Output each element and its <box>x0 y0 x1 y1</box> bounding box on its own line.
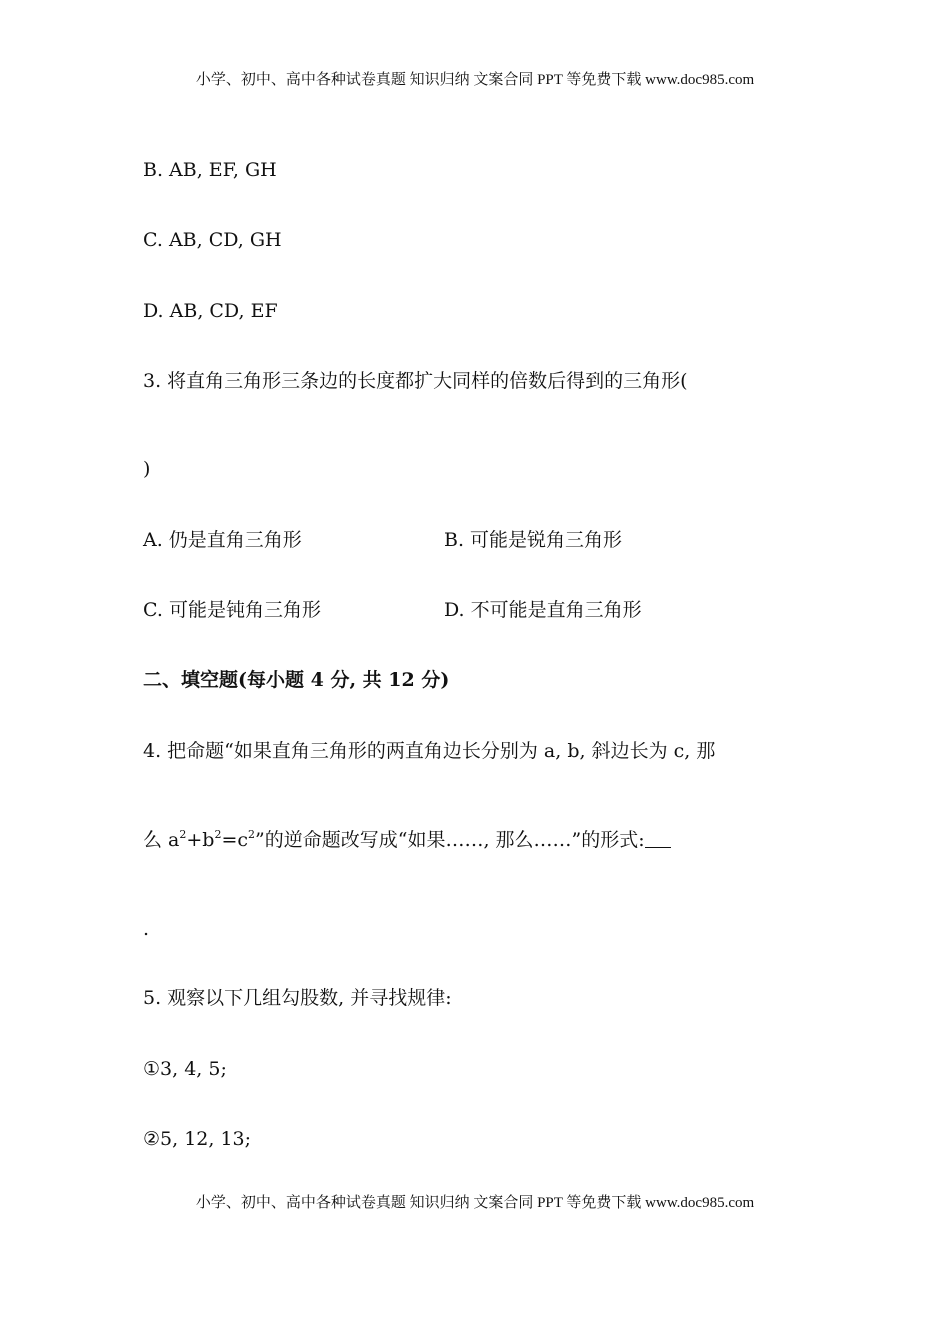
superscript: 2 <box>179 828 187 841</box>
q4-plus-b: +b <box>186 829 215 851</box>
q3-option-c: C. 可能是钝角三角形 <box>143 599 321 621</box>
q3-option-d: D. 不可能是直角三角形 <box>444 599 642 621</box>
q3-stem: 3. 将直角三角形三条边的长度都扩大同样的倍数后得到的三角形( <box>143 370 688 392</box>
section-title-fill-in: 二、填空题(每小题 4 分, 共 12 分) <box>143 669 450 691</box>
q5-item-2: ②5, 12, 13; <box>143 1128 252 1150</box>
q3-stem-close: ) <box>143 458 151 480</box>
q4-line2-suffix: ”的逆命题改写成“如果……, 那么……”的形式: <box>255 829 645 851</box>
q5-item-1: ①3, 4, 5; <box>143 1058 227 1080</box>
q2-option-b: B. AB, EF, GH <box>143 159 277 181</box>
q4-line2 <box>143 828 671 852</box>
superscript: 2 <box>214 828 222 841</box>
q2-option-c: C. AB, CD, GH <box>143 229 282 251</box>
q4-line1: 4. 把命题“如果直角三角形的两直角边长分别为 a, b, 斜边长为 c, 那 <box>143 740 716 762</box>
q4-line3: . <box>143 918 150 940</box>
page-footer: 小学、初中、高中各种试卷真题 知识归纳 文案合同 PPT 等免费下载 www.doc985.com <box>195 1195 755 1211</box>
q4-line2-prefix: 么 a <box>143 829 180 851</box>
q4-eq-c: =c <box>221 829 249 851</box>
q3-option-a: A. 仍是直角三角形 <box>143 529 302 551</box>
q2-option-d: D. AB, CD, EF <box>143 300 278 322</box>
q5-stem: 5. 观察以下几组勾股数, 并寻找规律: <box>143 987 452 1009</box>
q3-option-b: B. 可能是锐角三角形 <box>444 529 623 551</box>
answer-blank[interactable] <box>645 829 671 848</box>
page-header: 小学、初中、高中各种试卷真题 知识归纳 文案合同 PPT 等免费下载 www.doc985.com <box>195 72 755 88</box>
superscript: 2 <box>248 828 256 841</box>
